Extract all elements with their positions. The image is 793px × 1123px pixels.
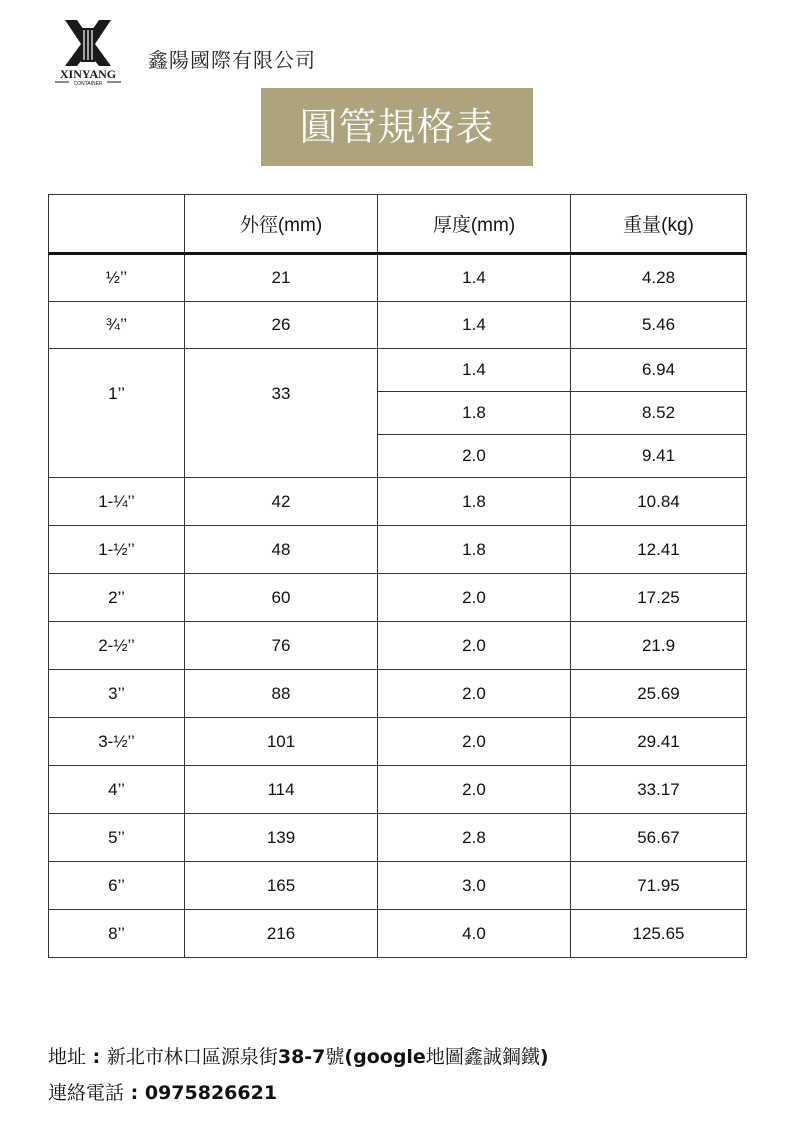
cell-size: 6’’	[49, 862, 185, 910]
table-row	[49, 622, 747, 670]
cell-outer-diameter: 76	[185, 622, 378, 670]
address-close-paren: )	[539, 1046, 549, 1068]
page-title: 圓管規格表	[261, 88, 533, 166]
table-row	[49, 302, 747, 349]
cell-outer-diameter: 60	[185, 574, 378, 622]
cell-weight: 12.41	[571, 526, 747, 574]
cell-weight: 33.17	[571, 766, 747, 814]
cell-weight: 21.9	[571, 622, 747, 670]
cell-outer-diameter: 33	[185, 349, 378, 478]
pipe-spec-table	[48, 194, 747, 958]
cell-size: 1’’	[49, 349, 185, 478]
logo-subtext: CONTAINER	[73, 81, 103, 87]
cell-size: 2’’	[49, 574, 185, 622]
cell-size: 3’’	[49, 670, 185, 718]
address-hao: 號	[325, 1046, 345, 1068]
logo-wordmark: XINYANG	[59, 67, 117, 81]
cell-thickness: 2.0	[378, 670, 571, 718]
address-map-name: 地圖鑫誠鋼鐵	[425, 1046, 540, 1068]
cell-size: ¾’’	[49, 302, 185, 349]
cell-size: 4’’	[49, 766, 185, 814]
cell-outer-diameter: 48	[185, 526, 378, 574]
cell-outer-diameter: 88	[185, 670, 378, 718]
cell-size: 3-½’’	[49, 718, 185, 766]
cell-size: 2-½’’	[49, 622, 185, 670]
cell-weight: 71.95	[571, 862, 747, 910]
address-separator: :	[86, 1046, 107, 1068]
phone-separator: :	[124, 1082, 145, 1104]
address-number: 38-7	[277, 1046, 326, 1068]
header-size	[49, 195, 185, 254]
cell-weight: 4.28	[571, 254, 747, 302]
table-header-row	[49, 195, 747, 254]
cell-outer-diameter: 42	[185, 478, 378, 526]
cell-size: 8’’	[49, 910, 185, 958]
cell-outer-diameter: 165	[185, 862, 378, 910]
table-row	[49, 349, 747, 392]
table-row	[49, 910, 747, 958]
table-row	[49, 478, 747, 526]
table-row	[49, 862, 747, 910]
header-thickness: 厚度(mm)	[378, 195, 571, 254]
cell-thickness: 1.8	[378, 526, 571, 574]
cell-thickness: 2.0	[378, 435, 571, 478]
cell-thickness: 1.4	[378, 254, 571, 302]
company-name: 鑫陽國際有限公司	[148, 48, 316, 72]
phone-label: 連絡電話	[48, 1082, 125, 1104]
cell-size: ½’’	[49, 254, 185, 302]
table-row	[49, 718, 747, 766]
cell-size: 1-½’’	[49, 526, 185, 574]
cell-outer-diameter: 21	[185, 254, 378, 302]
cell-thickness: 1.4	[378, 302, 571, 349]
xinyang-logo-icon	[47, 18, 129, 88]
cell-outer-diameter: 101	[185, 718, 378, 766]
header-weight: 重量(kg)	[571, 195, 747, 254]
address-label: 地址	[48, 1046, 87, 1068]
address-google: (google	[344, 1046, 426, 1068]
table-row	[49, 766, 747, 814]
cell-weight: 9.41	[571, 435, 747, 478]
cell-thickness: 2.0	[378, 574, 571, 622]
cell-weight: 125.65	[571, 910, 747, 958]
cell-weight: 10.84	[571, 478, 747, 526]
cell-weight: 17.25	[571, 574, 747, 622]
header-outer-diameter: 外徑(mm)	[185, 195, 378, 254]
cell-size: 5’’	[49, 814, 185, 862]
cell-thickness: 4.0	[378, 910, 571, 958]
cell-thickness: 2.8	[378, 814, 571, 862]
cell-outer-diameter: 216	[185, 910, 378, 958]
cell-weight: 6.94	[571, 349, 747, 392]
table-row	[49, 526, 747, 574]
cell-weight: 56.67	[571, 814, 747, 862]
cell-thickness: 1.8	[378, 478, 571, 526]
cell-weight: 8.52	[571, 392, 747, 435]
cell-weight: 25.69	[571, 670, 747, 718]
cell-outer-diameter: 139	[185, 814, 378, 862]
cell-thickness: 3.0	[378, 862, 571, 910]
table-row	[49, 574, 747, 622]
cell-thickness: 2.0	[378, 766, 571, 814]
address-street: 新北市林口區源泉街	[106, 1046, 278, 1068]
footer-phone	[48, 1078, 277, 1105]
cell-weight: 29.41	[571, 718, 747, 766]
cell-thickness: 2.0	[378, 622, 571, 670]
phone-number: 0975826621	[144, 1082, 278, 1104]
table-row	[49, 814, 747, 862]
cell-outer-diameter: 114	[185, 766, 378, 814]
footer-address	[48, 1042, 549, 1069]
cell-thickness: 1.4	[378, 349, 571, 392]
cell-thickness: 2.0	[378, 718, 571, 766]
cell-weight: 5.46	[571, 302, 747, 349]
cell-outer-diameter: 26	[185, 302, 378, 349]
cell-size: 1-¼’’	[49, 478, 185, 526]
table-row	[49, 254, 747, 302]
cell-thickness: 1.8	[378, 392, 571, 435]
company-logo	[47, 18, 129, 88]
table-row	[49, 670, 747, 718]
